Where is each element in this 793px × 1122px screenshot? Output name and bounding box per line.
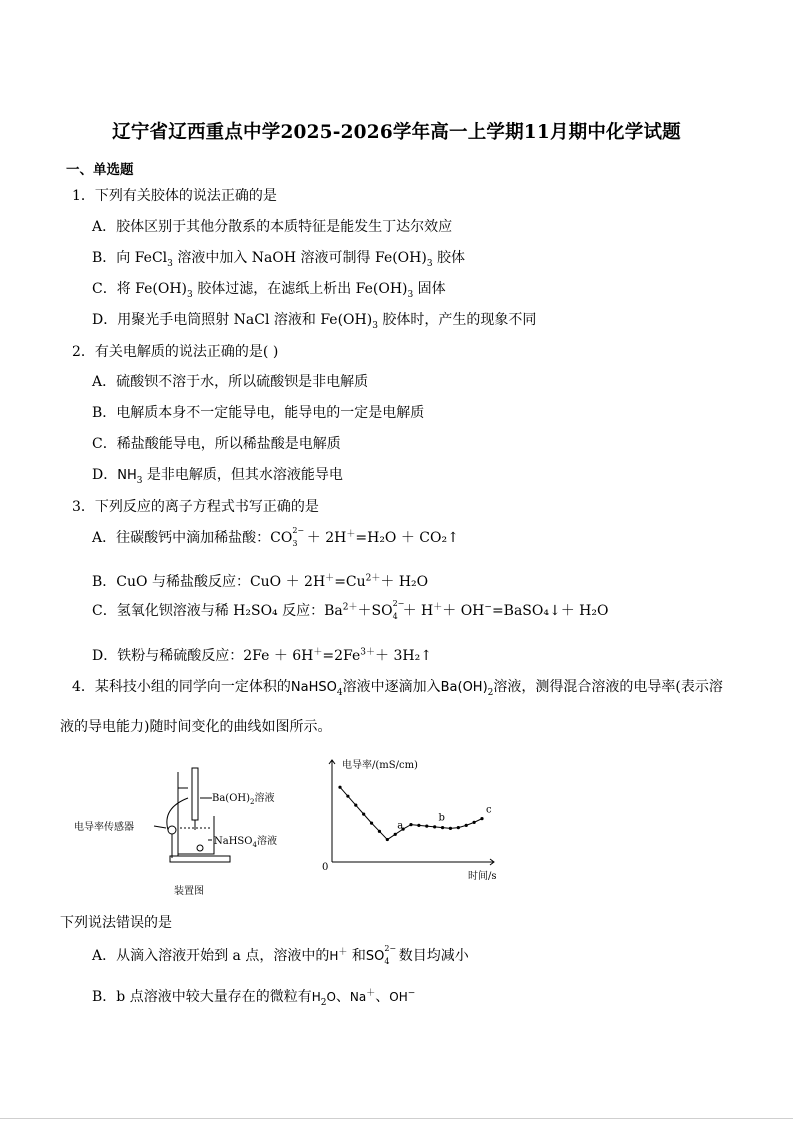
data-point: [354, 804, 357, 807]
data-point: [457, 826, 460, 829]
data-point: [378, 830, 381, 833]
q4-stem-line1: 4．某科技小组的同学向一定体积的NaHSO$_4$溶液中逐滴加入$Ba(OH)_2$溶液，测得混合溶液的电导率(表示溶: [72, 679, 723, 698]
section-heading: 一、单选题: [66, 162, 134, 178]
data-point: [370, 822, 373, 825]
page-title: 辽宁省辽西重点中学2025-2026学年高一上学期11月期中化学试题: [112, 122, 681, 143]
q3-option-b: B．CuO 与稀盐酸反应：CuO ＋ $2H^+=Cu^{2+}+ H_2O$: [92, 573, 429, 590]
conductivity-line: [340, 787, 482, 839]
data-point: [480, 817, 483, 820]
data-point: [346, 795, 349, 798]
data-point: [394, 833, 397, 836]
data-point: [338, 786, 341, 789]
beaker-label: NaHSO$_4$溶液: [214, 836, 277, 849]
x-axis-label: 时间/s: [468, 871, 497, 882]
point-a-label: a: [397, 820, 404, 832]
q1-option-b: B．向 FeCl$_3$ 溶液中加入 NaOH 溶液可制得 $Fe(OH)_3$ 胶体: [92, 250, 466, 269]
q2-option-d: D．$NH_3$ 是非电解质，但其水溶液能导电: [92, 467, 343, 486]
q4-option-b: B．b 点溶液中较大量存在的微粒有$H_2O$、Na＋、OH−: [92, 988, 416, 1008]
origin-label: 0: [322, 862, 329, 873]
stand-base: [170, 856, 230, 862]
q1-option-c: C．将 $Fe(OH)_3$ 胶体过滤，在滤纸上析出 $Fe(OH)_3$ 固体: [92, 281, 446, 300]
q4-prompt: 下列说法错误的是: [60, 915, 172, 931]
data-point: [449, 827, 452, 830]
q1-stem: 1．下列有关胶体的说法正确的是: [72, 188, 277, 204]
data-point: [386, 838, 389, 841]
q3-option-a: A．往碳酸钙中滴加稀盐酸：CO 2− 3 ＋ 2H＋=H₂O ＋ CO₂↑: [92, 526, 459, 548]
data-point: [473, 821, 476, 824]
conductivity-chart: [318, 752, 508, 882]
apparatus-caption: 装置图: [174, 886, 204, 897]
q4-stem-line2: 液的导电能力)随时间变化的曲线如图所示。: [60, 719, 332, 735]
burette: [192, 768, 198, 820]
q4-option-a: A．从滴入溶液开始到 a 点，溶液中的H＋ 和SO 2− 4 数目均减小: [92, 944, 469, 966]
point-c-label: c: [486, 804, 492, 816]
point-b-label: b: [438, 812, 445, 824]
data-point: [425, 824, 428, 827]
beaker: [178, 816, 214, 854]
q2-stem: 2．有关电解质的说法正确的是( ): [72, 344, 279, 360]
data-point: [417, 824, 420, 827]
q3-option-d: D．铁粉与稀硫酸反应：$2Fe + 6H^+=2Fe^{3+}+$ 3H₂↑: [92, 647, 432, 664]
y-axis-label: 电导率/(mS/cm): [342, 760, 418, 771]
data-point: [433, 825, 436, 828]
sensor-label: 电导率传感器: [74, 822, 134, 833]
data-point: [465, 824, 468, 827]
q2-option-c: C．稀盐酸能导电，所以稀盐酸是电解质: [92, 436, 341, 452]
q1-option-a: A．胶体区别于其他分散系的本质特征是能发生丁达尔效应: [92, 219, 453, 235]
data-point: [362, 813, 365, 816]
data-point: [441, 826, 444, 829]
q1-option-d: D．用聚光手电筒照射 NaCl 溶液和 $Fe(OH)_3$ 胶体时，产生的现象不同: [92, 312, 537, 331]
q3-stem: 3．下列反应的离子方程式书写正确的是: [72, 499, 319, 515]
q3-option-c: C．氢氧化钡溶液与稀 H₂SO₄ 反应：$Ba^{2+}+SO$ 2− 4 ＋ H＋＋ OH−=BaSO₄↓＋ H₂O: [92, 599, 609, 621]
burette-label: $Ba(OH)_2$溶液: [212, 793, 275, 806]
data-point: [409, 823, 412, 826]
q2-option-b: B．电解质本身不一定能导电，能导电的一定是电解质: [92, 405, 425, 421]
page-bottom-rule: [0, 1118, 793, 1119]
q2-option-a: A．硫酸钡不溶于水，所以硫酸钡是非电解质: [92, 374, 369, 390]
sensor-probe: [168, 826, 176, 834]
apparatus-figure: [74, 758, 284, 898]
